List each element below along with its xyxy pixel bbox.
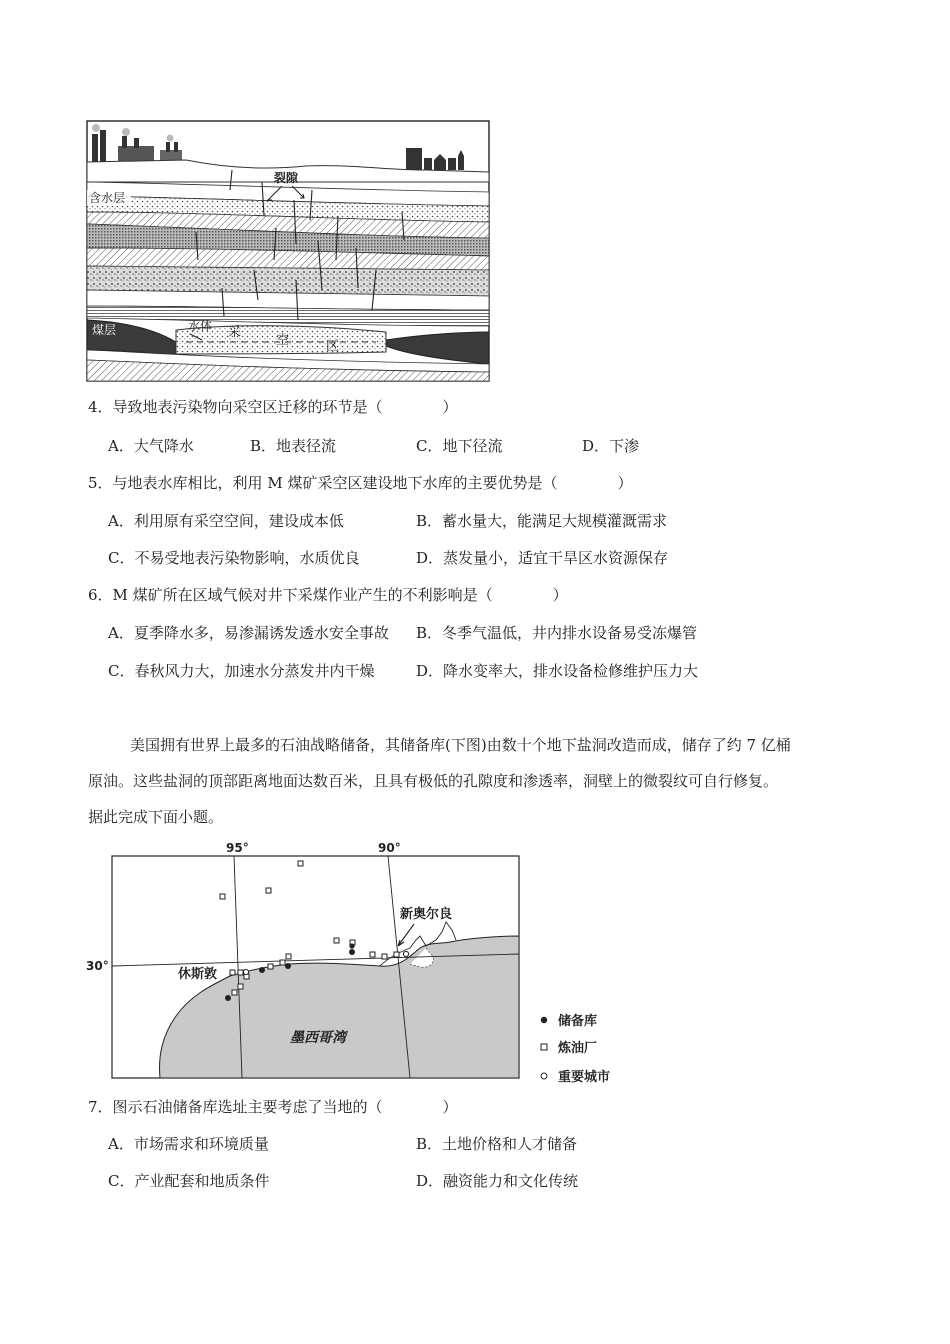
label-goaf-1: 采 [228,325,242,340]
legend-reserve-symbol [541,1017,547,1023]
label-new-orleans: 新奥尔良 [400,907,453,922]
label-lon-90: 90° [378,841,401,855]
q7-option-d: D．融资能力和文化传统 [416,1172,579,1190]
q7-option-b: B．土地价格和人才储备 [416,1135,578,1153]
legend-reserve-label: 储备库 [558,1014,598,1029]
label-crack: 裂隙 [274,171,299,185]
q5-option-c: C．不易受地表污染物影响，水质优良 [108,549,360,567]
label-houston: 休斯敦 [178,967,218,982]
label-goaf-3: 区 [326,339,340,354]
geology-cross-section-figure [86,120,490,382]
q4-option-d: D．下渗 [582,437,640,455]
question-5-stem: 5．与地表水库相比，利用 M 煤矿采空区建设地下水库的主要优势是（ ） [88,474,633,492]
question-7-stem: 7．图示石油储备库选址主要考虑了当地的（ ） [88,1098,458,1116]
q5-option-b: B．蓄水量大，能满足大规模灌溉需求 [416,512,668,530]
legend-refinery-label: 炼油厂 [558,1041,598,1056]
q6-option-b: B．冬季气温低，井内排水设备易受冻爆管 [416,624,698,642]
label-goaf-2: 空 [276,333,290,348]
legend-city-symbol [541,1073,547,1079]
q6-option-a: A．夏季降水多，易渗漏诱发透水安全事故 [108,624,389,642]
q6-option-c: C．春秋风力大，加速水分蒸发井内干燥 [108,662,375,680]
gulf-coast-map-figure [80,836,640,1086]
legend-city-label: 重要城市 [558,1070,611,1085]
q5-option-d: D．蒸发量小，适宜干旱区水资源保存 [416,549,669,567]
legend-refinery-symbol [541,1044,547,1050]
q7-option-c: C．产业配套和地质条件 [108,1172,270,1190]
label-lon-95: 95° [226,841,249,855]
q7-option-a: A．市场需求和环境质量 [108,1135,269,1153]
label-coal: 煤层 [92,323,117,337]
q4-option-b: B．地表径流 [250,437,337,455]
passage-line-3: 据此完成下面小题。 [88,808,224,826]
q4-option-c: C．地下径流 [416,437,503,455]
q4-option-a: A．大气降水 [108,437,194,455]
label-water: 水体 [188,319,213,333]
question-6-stem: 6．M 煤矿所在区域气候对井下采煤作业产生的不利影响是（ ） [88,586,568,604]
q6-option-d: D．降水变率大，排水设备检修维护压力大 [416,662,699,680]
label-gulf-of-mexico: 墨西哥湾 [290,1030,346,1046]
passage-line-2: 原油。这些盐洞的顶部距离地面达数百米，且具有极低的孔隙度和渗透率，洞壁上的微裂纹可自行修复。 [88,772,779,790]
question-4-stem: 4．导致地表污染物向采空区迁移的环节是（ ） [88,398,458,416]
passage-line-1: 美国拥有世界上最多的石油战略储备，其储备库(下图)由数十个地下盐洞改造而成，储存了约 7 亿桶 [130,736,791,754]
label-lat-30: 30° [86,959,109,973]
q5-option-a: A．利用原有采空空间，建设成本低 [108,512,344,530]
label-aquifer: 含水层 [89,191,126,205]
